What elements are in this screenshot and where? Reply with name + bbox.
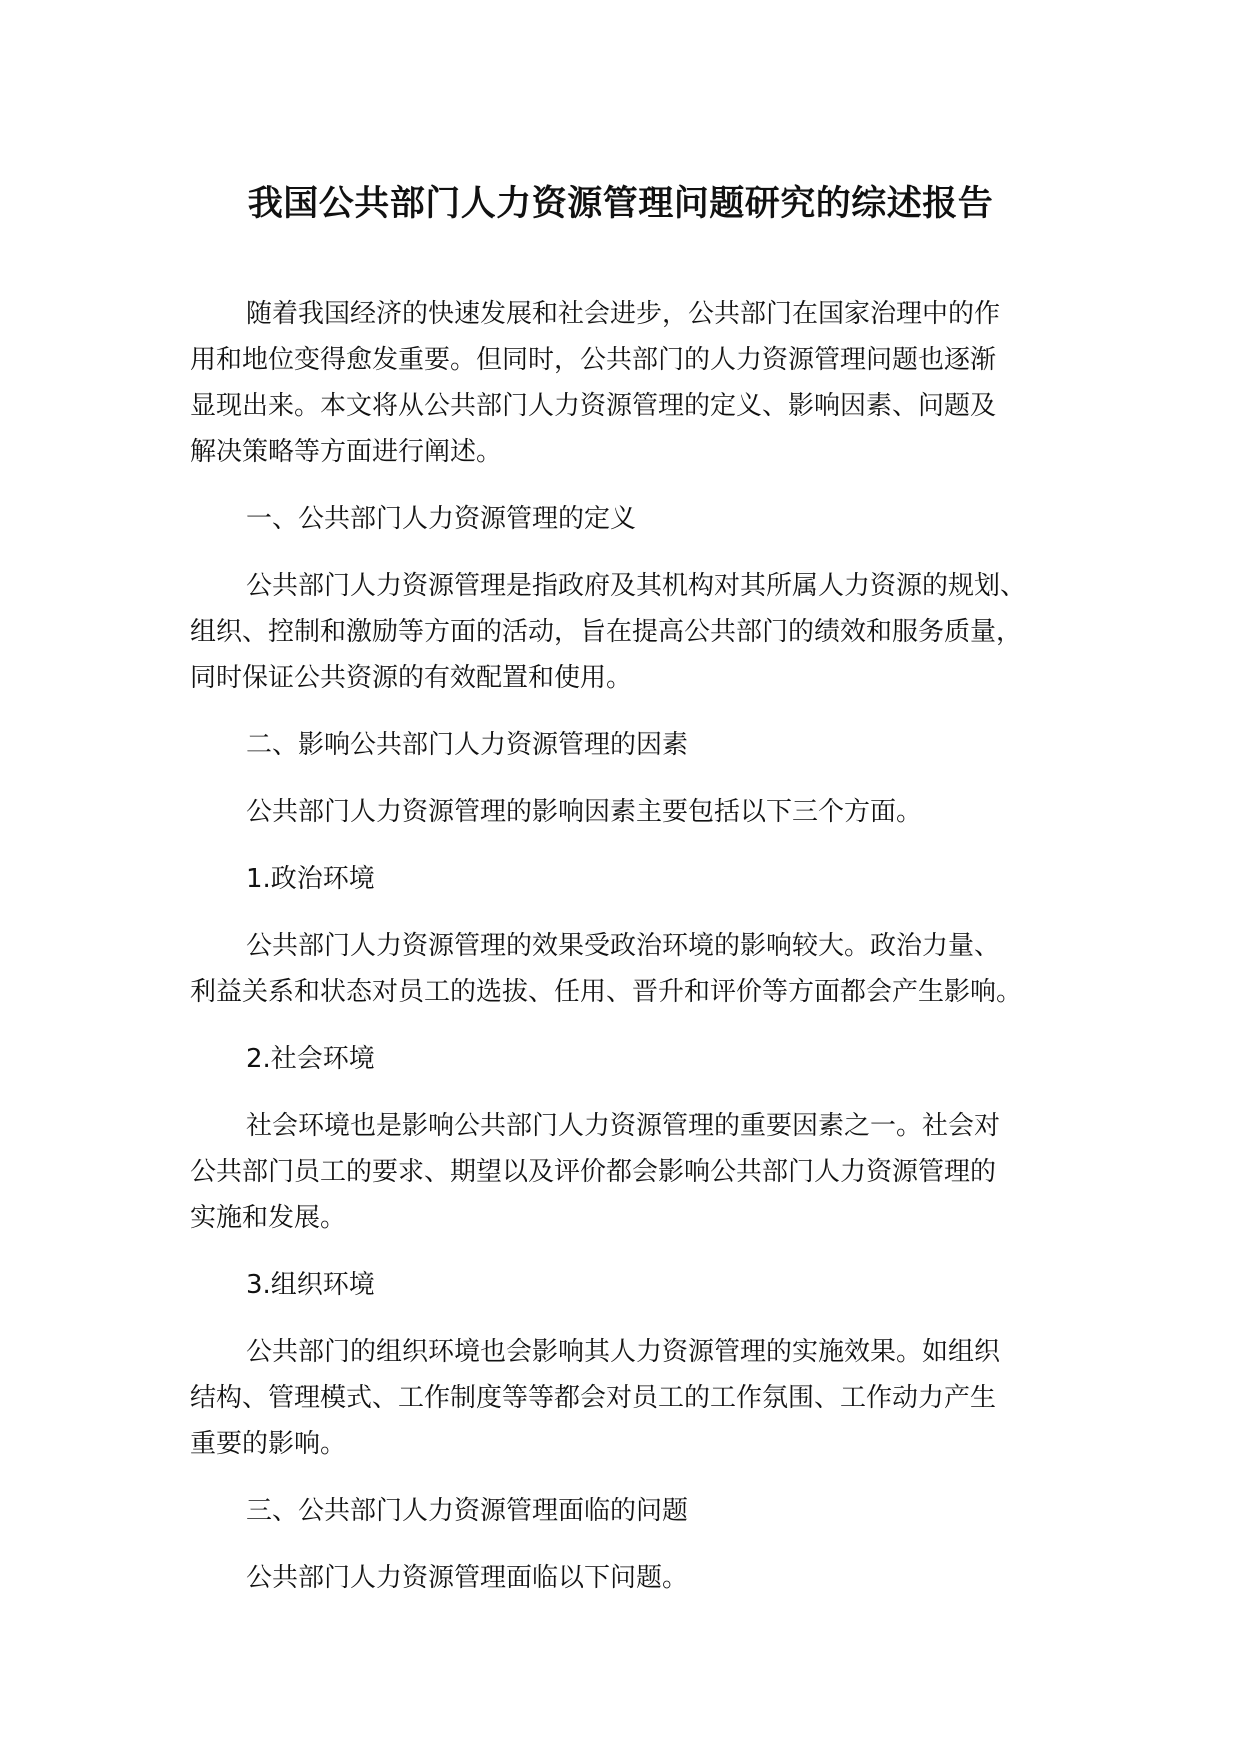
text-line: 社会环境也是影响公共部门人力资源管理的重要因素之一。社会对 xyxy=(246,1111,1001,1141)
text-line: 公共部门人力资源管理的效果受政治环境的影响较大。政治力量、 xyxy=(246,931,1001,961)
paragraph-organizational xyxy=(190,1329,1090,1467)
paragraph-problems-intro xyxy=(190,1555,1090,1601)
section-heading-problems xyxy=(190,1488,1090,1534)
heading-text: 2.社会环境 xyxy=(246,1044,375,1074)
paragraph-social xyxy=(190,1103,1090,1241)
text-line: 利益关系和状态对员工的选拔、任用、晋升和评价等方面都会产生影响。 xyxy=(190,977,1023,1007)
text-line: 公共部门人力资源管理是指政府及其机构对其所属人力资源的规划、 xyxy=(246,571,1027,601)
paragraph-definition xyxy=(190,563,1090,701)
text-line: 用和地位变得愈发重要。但同时，公共部门的人力资源管理问题也逐渐 xyxy=(190,345,997,375)
text-line: 公共部门人力资源管理的影响因素主要包括以下三个方面。 xyxy=(246,797,923,827)
heading-text: 1.政治环境 xyxy=(246,864,375,894)
text-line: 公共部门人力资源管理面临以下问题。 xyxy=(246,1563,689,1593)
text-line: 公共部门员工的要求、期望以及评价都会影响公共部门人力资源管理的 xyxy=(190,1157,997,1187)
text-line: 实施和发展。 xyxy=(190,1203,347,1233)
text-line: 重要的影响。 xyxy=(190,1429,347,1459)
document-body xyxy=(190,291,1090,1622)
heading-text: 二、影响公共部门人力资源管理的因素 xyxy=(246,730,689,760)
document-title: 我国公共部门人力资源管理问题研究的综述报告 xyxy=(247,184,994,224)
text-line: 结构、管理模式、工作制度等等都会对员工的工作氛围、工作动力产生 xyxy=(190,1383,997,1413)
text-line: 同时保证公共资源的有效配置和使用。 xyxy=(190,663,633,693)
subheading-political xyxy=(190,856,1090,902)
text-line: 显现出来。本文将从公共部门人力资源管理的定义、影响因素、问题及 xyxy=(190,391,997,421)
paragraph-intro xyxy=(190,291,1090,475)
subheading-organizational xyxy=(190,1262,1090,1308)
text-line: 解决策略等方面进行阐述。 xyxy=(190,437,503,467)
text-line: 组织、控制和激励等方面的活动，旨在提高公共部门的绩效和服务质量， xyxy=(190,617,1023,647)
text-line: 随着我国经济的快速发展和社会进步，公共部门在国家治理中的作 xyxy=(246,299,1001,329)
paragraph-factors-intro xyxy=(190,789,1090,835)
paragraph-political xyxy=(190,923,1090,1015)
heading-text: 3.组织环境 xyxy=(246,1270,375,1300)
section-heading-definition xyxy=(190,496,1090,542)
heading-text: 一、公共部门人力资源管理的定义 xyxy=(246,504,637,534)
section-heading-factors xyxy=(190,722,1090,768)
text-line: 公共部门的组织环境也会影响其人力资源管理的实施效果。如组织 xyxy=(246,1337,1001,1367)
heading-text: 三、公共部门人力资源管理面临的问题 xyxy=(246,1496,689,1526)
subheading-social xyxy=(190,1036,1090,1082)
